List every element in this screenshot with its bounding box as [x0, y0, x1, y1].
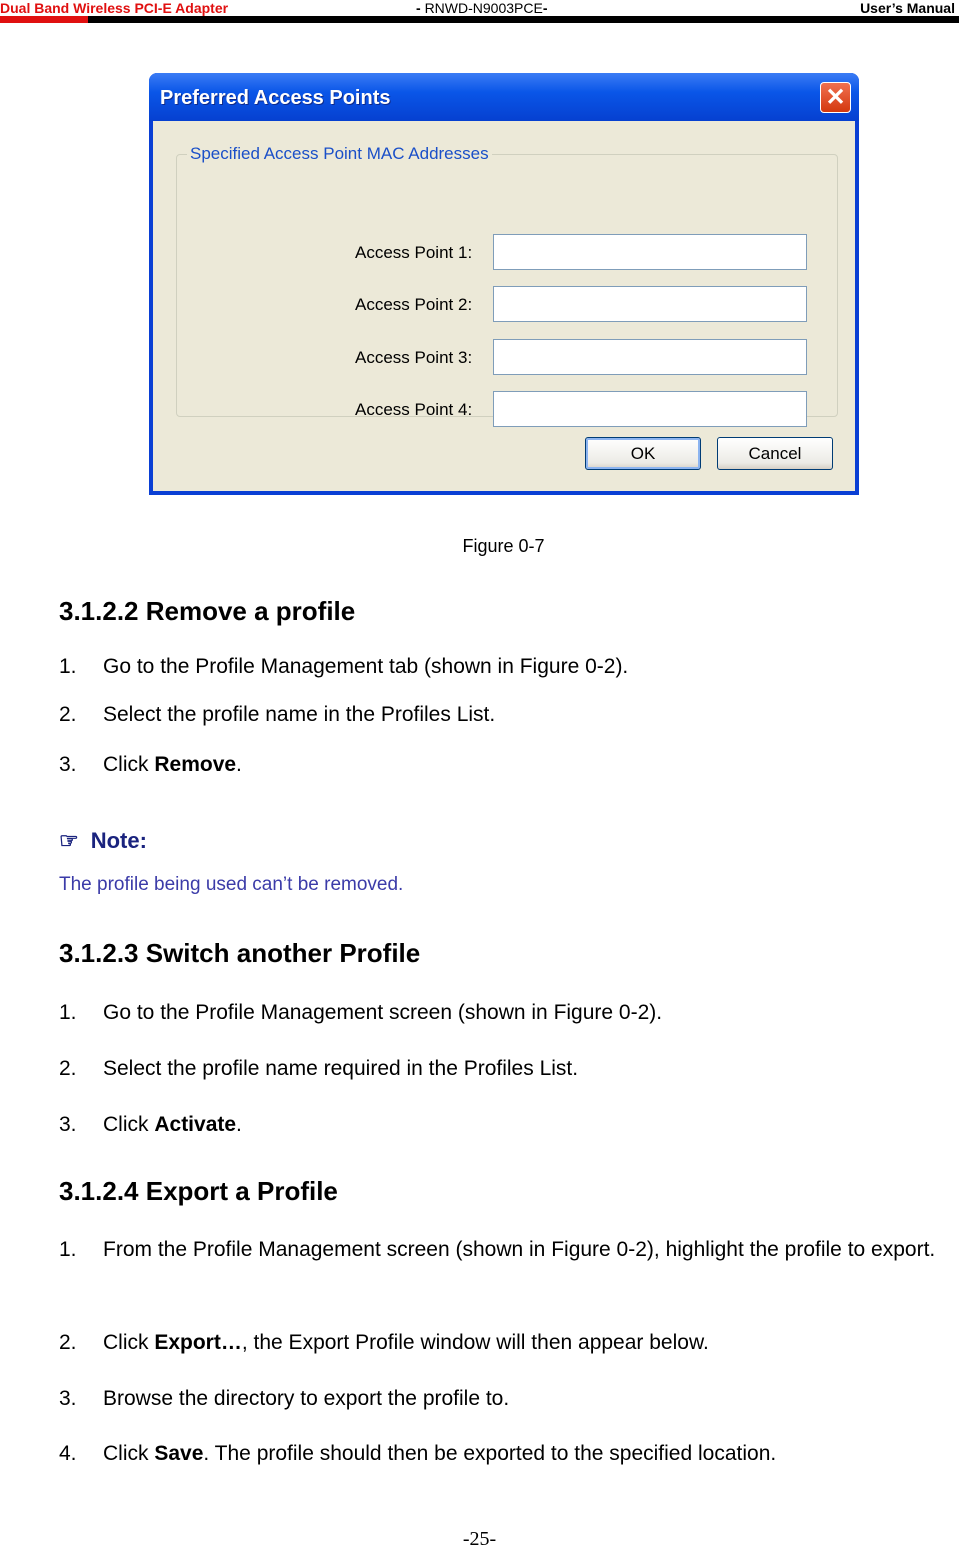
header-manual-title: User’s Manual: [860, 0, 955, 16]
remove-command: Remove: [154, 753, 237, 776]
page-header: [0, 0, 959, 24]
access-point-1-input[interactable]: [493, 234, 807, 270]
save-command: Save: [154, 1442, 204, 1465]
figure-caption: Figure 0-7: [462, 536, 545, 556]
cancel-button[interactable]: Cancel: [717, 437, 833, 470]
note-text: The profile being used can’t be removed.: [59, 874, 404, 895]
note-heading: [59, 828, 147, 854]
header-model: - RNWD-N9003PCE-: [416, 0, 548, 16]
note-title: Note:: [90, 828, 147, 853]
section-heading-remove: 3.1.2.2 Remove a profile: [59, 596, 356, 626]
access-point-2-input[interactable]: [493, 286, 807, 322]
export-command: Export…: [154, 1331, 242, 1354]
header-product-name: Dual Band Wireless PCI-E Adapter: [0, 0, 229, 16]
group-title: Specified Access Point MAC Addresses: [187, 144, 492, 164]
section-heading-switch: 3.1.2.3 Switch another Profile: [59, 938, 421, 968]
access-point-row-2: [177, 286, 837, 322]
preferred-access-points-dialog: [149, 73, 859, 495]
dialog-title-bar: [149, 73, 859, 121]
header-rule-red: [0, 16, 88, 23]
access-point-label: Access Point 3:: [355, 348, 473, 367]
access-point-3-input[interactable]: [493, 339, 807, 375]
mac-addresses-group: [176, 144, 838, 419]
close-icon[interactable]: ✕: [820, 82, 851, 113]
access-point-row-3: [177, 339, 837, 375]
dialog-title: Preferred Access Points: [160, 87, 391, 109]
access-point-row-1: [177, 234, 837, 270]
access-point-label: Access Point 2:: [355, 295, 473, 314]
access-point-label: Access Point 4:: [355, 400, 473, 419]
access-point-row-4: [177, 391, 837, 427]
ok-button[interactable]: OK: [585, 437, 701, 470]
page-number: -25-: [462, 1528, 497, 1550]
section-heading-export: 3.1.2.4 Export a Profile: [59, 1176, 338, 1206]
header-rule: [88, 16, 959, 23]
access-point-4-input[interactable]: [493, 391, 807, 427]
hand-pointing-icon: ☞: [59, 828, 79, 853]
access-point-label: Access Point 1:: [355, 243, 473, 262]
activate-command: Activate: [154, 1113, 237, 1136]
dialog-client-area: [153, 121, 855, 491]
